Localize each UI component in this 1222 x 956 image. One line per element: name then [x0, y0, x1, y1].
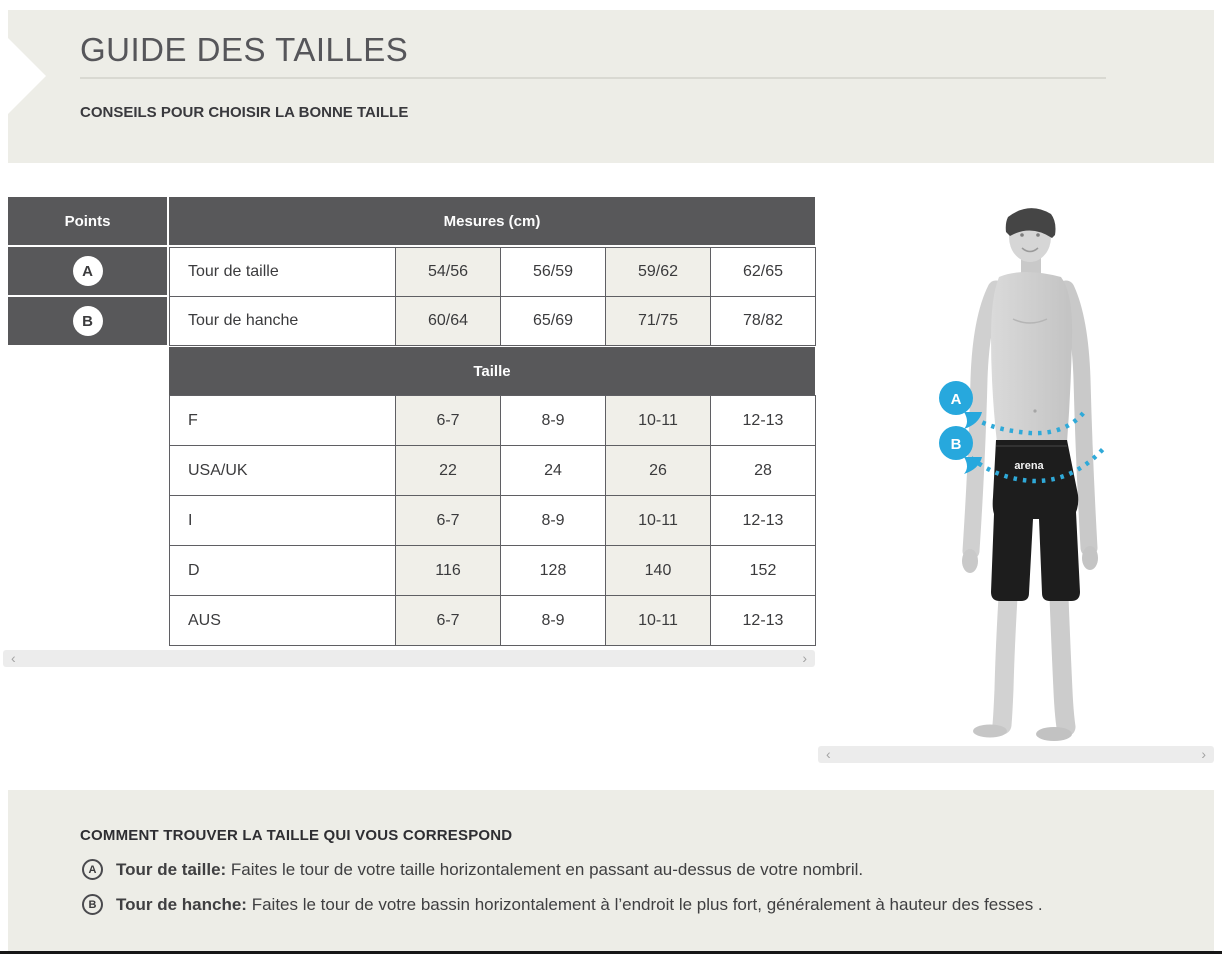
- size-value-cell: 26: [606, 446, 711, 496]
- measure-value-cell: 60/64: [396, 297, 501, 346]
- measures-header-cell: Mesures (cm): [169, 197, 815, 245]
- scroll-left-icon[interactable]: ‹: [11, 650, 16, 666]
- table-row: [170, 546, 816, 596]
- size-value-cell: 24: [501, 446, 606, 496]
- table-row: [170, 496, 816, 546]
- measure-value-cell: 62/65: [711, 248, 816, 297]
- measure-value-cell: 56/59: [501, 248, 606, 297]
- size-value-cell: 10-11: [606, 596, 711, 646]
- size-label-cell: D: [170, 546, 396, 596]
- size-value-cell: 12-13: [711, 496, 816, 546]
- table-h-scrollbar[interactable]: [3, 650, 815, 667]
- size-label-cell: AUS: [170, 596, 396, 646]
- measure-value-cell: 54/56: [396, 248, 501, 297]
- table-row: [170, 396, 816, 446]
- scroll-right-icon[interactable]: ›: [802, 650, 807, 666]
- table-row: [170, 297, 816, 346]
- point-badge: B: [73, 306, 103, 336]
- howto-label: Tour de taille:: [116, 859, 227, 879]
- howto-item: [82, 894, 1043, 915]
- table-row: [170, 596, 816, 646]
- measure-value-cell: 65/69: [501, 297, 606, 346]
- measure-value-cell: 71/75: [606, 297, 711, 346]
- model-foot: [1036, 727, 1072, 741]
- model-foot: [973, 725, 1007, 738]
- size-value-cell: 128: [501, 546, 606, 596]
- chevron-right-icon: [8, 38, 46, 114]
- size-value-cell: 12-13: [711, 396, 816, 446]
- table-row: [170, 446, 816, 496]
- howto-item: [82, 859, 863, 880]
- size-label-cell: I: [170, 496, 396, 546]
- size-guide-model-photo: [823, 197, 1213, 745]
- measure-value-cell: 59/62: [606, 248, 711, 297]
- photo-h-scrollbar[interactable]: [818, 746, 1214, 763]
- sizes-table: [169, 395, 816, 646]
- size-value-cell: 140: [606, 546, 711, 596]
- howto-section: [8, 790, 1214, 951]
- taille-header-cell: Taille: [169, 347, 815, 395]
- size-value-cell: 12-13: [711, 596, 816, 646]
- page-subtitle: CONSEILS POUR CHOISIR LA BONNE TAILLE: [80, 104, 409, 121]
- table-row: [170, 248, 816, 297]
- model-leg: [1059, 597, 1066, 727]
- points-header-cell: Points: [8, 197, 167, 245]
- model-figure: [823, 197, 1213, 745]
- size-label-cell: F: [170, 396, 396, 446]
- points-cell: [8, 247, 167, 295]
- points-column: [8, 197, 167, 347]
- size-value-cell: 6-7: [396, 396, 501, 446]
- page-bottom-bar: [0, 951, 1222, 954]
- howto-text: Tour de hanche: Faites le tour de votre bassin horizontalement à l’endroit le plus fort, généralement à hauteur des fesses .: [116, 894, 1043, 914]
- point-ring-badge: B: [82, 894, 103, 915]
- size-table: [8, 197, 815, 667]
- size-label-cell: USA/UK: [170, 446, 396, 496]
- model-leg: [1002, 597, 1008, 725]
- points-cell: [8, 297, 167, 345]
- page-title: GUIDE DES TAILLES: [80, 31, 409, 68]
- howto-label: Tour de hanche:: [116, 894, 247, 914]
- point-badge: A: [73, 256, 103, 286]
- size-value-cell: 10-11: [606, 396, 711, 446]
- scroll-left-icon[interactable]: ‹: [826, 746, 831, 762]
- howto-text: Tour de taille: Faites le tour de votre taille horizontalement en passant au-dessus de votre nombril.: [116, 859, 864, 879]
- measure-value-cell: 78/82: [711, 297, 816, 346]
- size-value-cell: 8-9: [501, 396, 606, 446]
- header-divider: [80, 77, 1106, 79]
- size-value-cell: 6-7: [396, 496, 501, 546]
- size-value-cell: 6-7: [396, 596, 501, 646]
- measures-table: [169, 247, 816, 346]
- size-value-cell: 116: [396, 546, 501, 596]
- measure-label-cell: Tour de hanche: [170, 297, 396, 346]
- model-torso: [991, 272, 1072, 443]
- measure-label-cell: Tour de taille: [170, 248, 396, 297]
- howto-heading: COMMENT TROUVER LA TAILLE QUI VOUS CORRESPOND: [80, 827, 513, 844]
- svg-text:B: B: [950, 436, 962, 453]
- point-ring-badge: A: [82, 859, 103, 880]
- page-header: [8, 10, 1214, 163]
- svg-text:A: A: [950, 391, 962, 408]
- size-value-cell: 10-11: [606, 496, 711, 546]
- scroll-right-icon[interactable]: ›: [1201, 746, 1206, 762]
- size-value-cell: 152: [711, 546, 816, 596]
- size-value-cell: 28: [711, 446, 816, 496]
- brand-logo: arena: [1014, 460, 1044, 472]
- size-value-cell: 8-9: [501, 596, 606, 646]
- size-value-cell: 8-9: [501, 496, 606, 546]
- size-value-cell: 22: [396, 446, 501, 496]
